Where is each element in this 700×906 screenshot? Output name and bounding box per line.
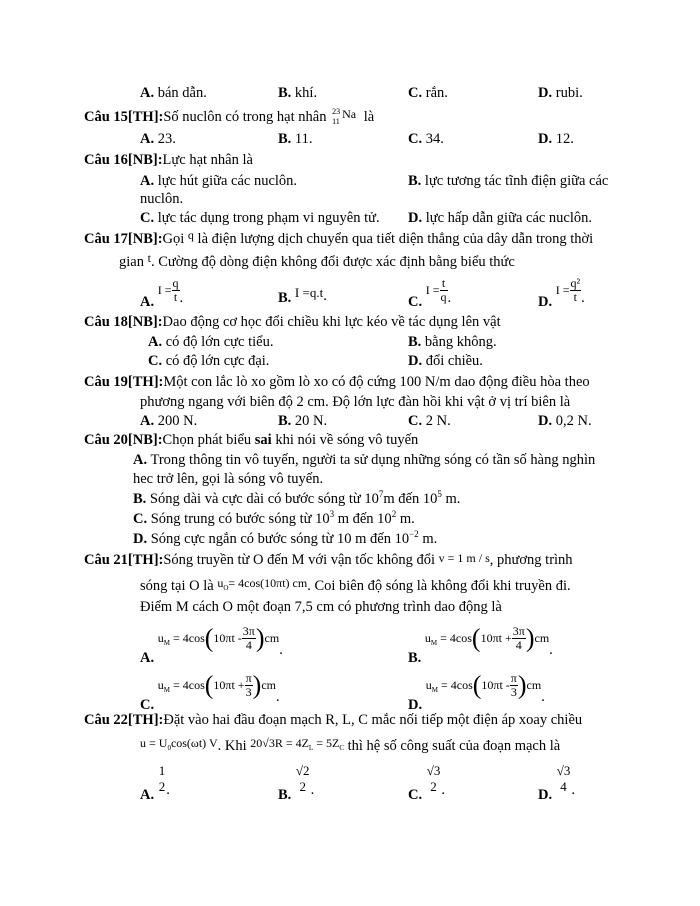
q14-option-b: B. khí.	[278, 85, 318, 101]
q21-stem-line2: sóng tại O là $^{u_O= 4cos(10\pi t) cm}$. Coi biên độ sóng là không đổi khi truyền đi.	[140, 576, 571, 594]
q17-stem: Câu 17[NB]:Gọi $^q$ là điện lượng dịch chuyển qua tiết diện thẳng của dây dẫn trong thời	[84, 228, 594, 247]
q16-option-d: D. lực hấp dẫn giữa các nuclôn.	[408, 210, 593, 226]
q16-option-b: B. lực tương tác tĩnh điện giữa các	[408, 173, 609, 189]
q22-option-c: C. √3 2 .	[408, 763, 445, 804]
q19-stem: Câu 19[TH]:Một con lắc lò xo gồm lò xo có độ cứng 100 N/m dao động điều hòa theo	[84, 374, 590, 390]
q20-option-c: C. Sóng trung có bước sóng từ $10^3$ m đến $10^2$ m.	[133, 509, 415, 527]
q20-stem: Câu 20[NB]:Chọn phát biểu sai khi nói về sóng vô tuyến	[84, 432, 419, 448]
q21-option-c: C. $u_M = 4\cos(10\pi t$ + $\frac{\pi}{3}$ )cm.	[140, 670, 280, 713]
q16-option-c: C. lực tác dụng trong phạm vi nguyên tử.	[140, 210, 380, 226]
q20-option-b: B. Sóng dài và cực dài có bước sóng từ $10^7m$ đến $10^5$ m.	[133, 489, 461, 507]
q17-option-c: C. I = $\frac{t}{q}$ .	[408, 276, 452, 310]
q20-option-a: A. Trong thông tin vô tuyến, người ta sử dụng những sóng có tần số hàng nghìn	[133, 452, 596, 468]
q16-stem: Câu 16[NB]:Lực hạt nhân là	[84, 152, 253, 168]
q22-option-d: D. √3 4 .	[538, 763, 575, 804]
q18-option-a: A. có độ lớn cực tiểu.	[148, 334, 274, 350]
q15-option-c: C. 34.	[408, 131, 444, 147]
q19-stem-cont: phương ngang với biên độ 2 cm. Độ lớn lực đàn hồi khi vật ở vị trí biên là	[140, 394, 571, 410]
q19-option-a: A. 200 N.	[140, 413, 198, 429]
q22-option-a: A. 1 2 .	[140, 763, 170, 804]
q18-option-b: B. bằng không.	[408, 334, 497, 350]
q17-stem-cont: gian $^t$. Cường độ dòng điện không đổi được xác định bằng biểu thức	[119, 251, 515, 270]
q19-option-d: D. 0,2 N.	[538, 413, 592, 429]
q20-option-a-cont: hec trở lên, gọi là sóng vô tuyến.	[133, 471, 324, 487]
q19-option-b: B. 20 N.	[278, 413, 328, 429]
q22-stem: Câu 22[TH]:Đặt vào hai đầu đoạn mạch R, L, C mắc nối tiếp một điện áp xoay chiều	[84, 712, 583, 728]
q17-option-b: B. I =q.t.	[278, 285, 327, 306]
q15-option-b: B. 11.	[278, 131, 313, 147]
q19-option-c: C. 2 N.	[408, 413, 451, 429]
q21-option-d: D. $u_M = 4\cos(10\pi t$ - $\frac{\pi}{3}$ )cm.	[408, 670, 545, 713]
q15-option-a: A. 23.	[140, 131, 176, 147]
q15-stem: Câu 15[TH]:Số nuclôn có trong hạt nhân 23 11 Na là	[84, 107, 375, 126]
q16-option-a: A. lực hút giữa các nuclôn.	[140, 173, 298, 189]
q14-option-a: A. bán dẫn.	[140, 85, 207, 101]
q17-option-a: A. I = $\frac{q}{t}$ .	[140, 276, 184, 310]
q14-option-c: C. rắn.	[408, 85, 448, 101]
q22-option-b: B. √2 2 .	[278, 763, 315, 804]
q17-option-d: D. I = $\frac{\text{q²}}{t}$ .	[538, 276, 585, 310]
q22-stem-line2: $^{u = U_0cos(\omega t) V}$. Khi $^{20√3R = 4Z_L = 5Z_C}$ thì hệ số công suất của đoạn mạch là	[140, 736, 561, 754]
q18-option-d: D. đổi chiều.	[408, 353, 483, 369]
q14-option-d: D. rubi.	[538, 85, 583, 101]
q16-option-b-cont: nuclôn.	[140, 191, 184, 207]
q18-stem: Câu 18[NB]:Dao động cơ học đổi chiều khi lực kéo về tác dụng lên vật	[84, 314, 501, 330]
q21-stem-line3: Điểm M cách O một đoạn 7,5 cm có phương trình dao động là	[140, 599, 502, 615]
q21-stem: Câu 21[TH]:Sóng truyền từ O đến M với vận tốc không đổi v = 1 m / s, phương trình	[84, 551, 573, 568]
q15-option-d: D. 12.	[538, 131, 574, 147]
q21-option-a: A. $u_M = 4\cos(10\pi t$ - $\frac{3\pi}{4}$ )cm.	[140, 623, 283, 666]
q20-option-d: D. Sóng cực ngắn có bước sóng từ 10 m đến $10^{-2}$ m.	[133, 529, 438, 547]
nucleus-notation: 23 11 Na	[332, 107, 357, 126]
q18-option-c: C. có độ lớn cực đại.	[148, 353, 270, 369]
q21-option-b: B. $u_M = 4\cos(10\pi t$ + $\frac{3\pi}{4}$ )cm.	[408, 623, 553, 666]
